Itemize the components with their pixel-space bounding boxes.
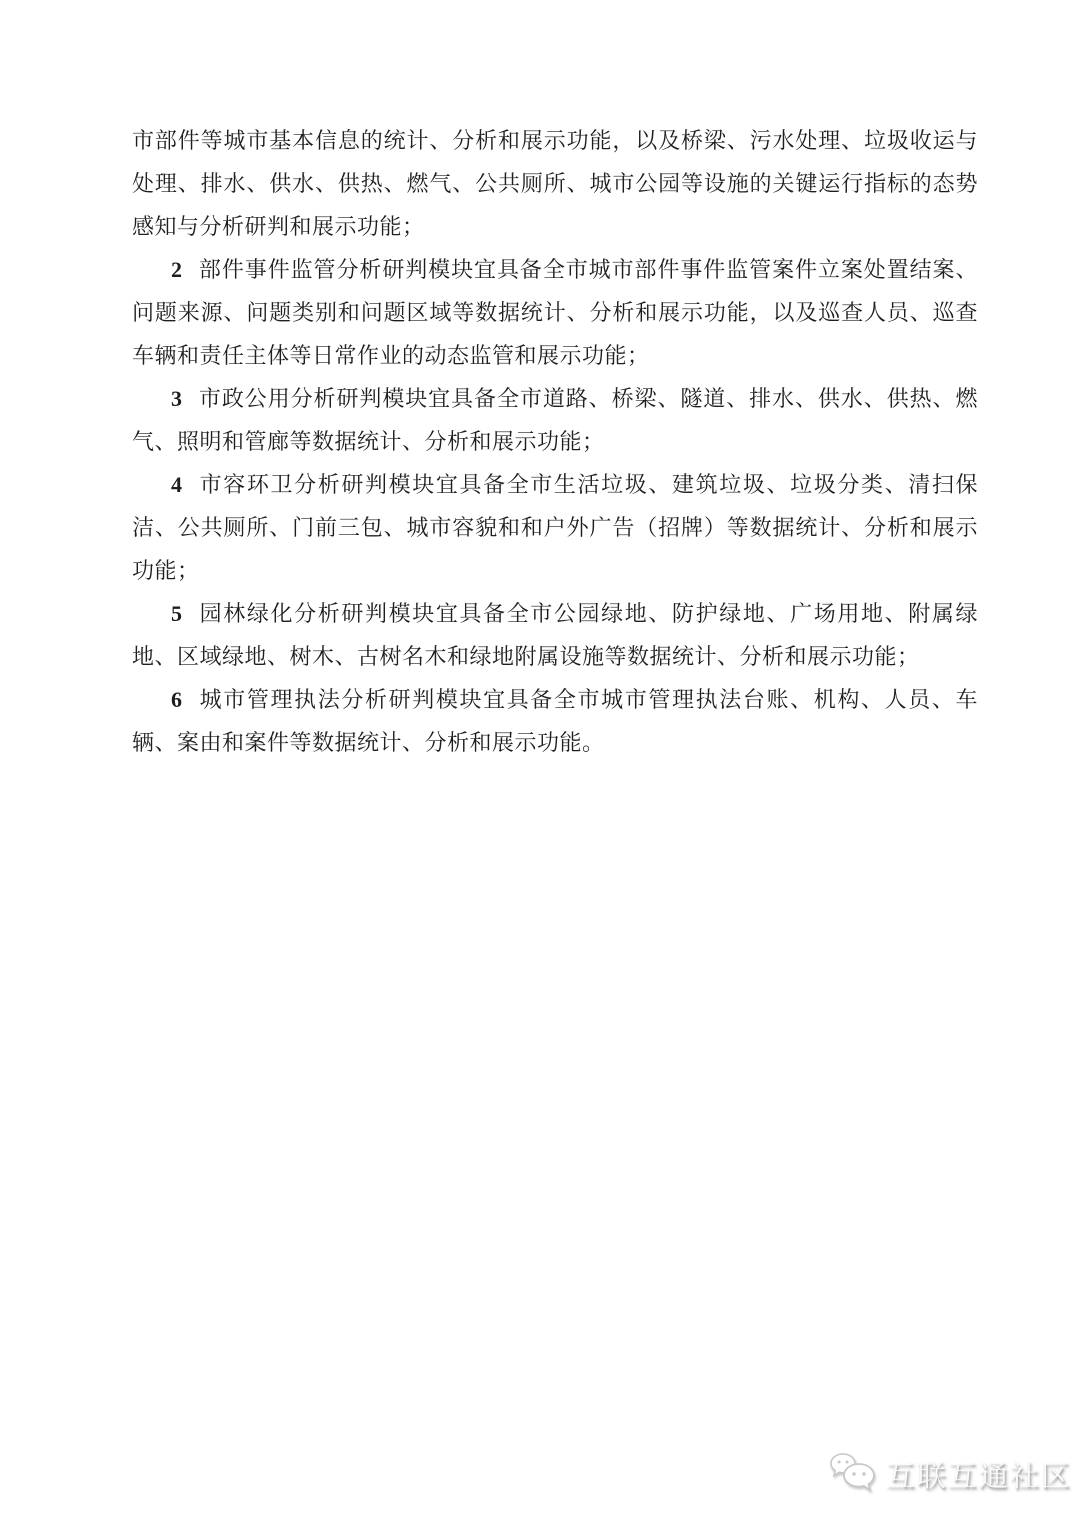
paragraph-text: 市政公用分析研判模块宜具备全市道路、桥梁、隧道、排水、供水、供热、燃气、照明和管廊等数据统计、分析和展示功能； [132, 386, 978, 454]
paragraph-number: 6 [171, 687, 183, 712]
paragraph-text: 市容环卫分析研判模块宜具备全市生活垃圾、建筑垃圾、垃圾分类、清扫保洁、公共厕所、门前三包、城市容貌和和户外广告（招牌）等数据统计、分析和展示功能； [132, 472, 978, 583]
paragraph-text: 城市管理执法分析研判模块宜具备全市城市管理执法台账、机构、人员、车辆、案由和案件等数据统计、分析和展示功能。 [132, 687, 978, 755]
paragraph-text: 部件事件监管分析研判模块宜具备全市城市部件事件监管案件立案处置结案、问题来源、问题类别和问题区域等数据统计、分析和展示功能，以及巡查人员、巡查车辆和责任主体等日常作业的动态监管和展示功能； [132, 257, 978, 368]
paragraph [132, 377, 978, 463]
paragraph-number: 2 [171, 257, 183, 282]
paragraph-number: 5 [171, 601, 183, 626]
wechat-icon [828, 1451, 878, 1497]
watermark-label: 互联互通社区 [886, 1460, 1073, 1493]
document-body [132, 119, 978, 764]
paragraph [132, 592, 978, 678]
watermark [828, 1450, 1072, 1498]
paragraph [132, 463, 978, 592]
paragraph-number: 4 [171, 472, 183, 497]
paragraph-number: 3 [171, 386, 183, 411]
paragraph [132, 248, 978, 377]
paragraph [132, 678, 978, 764]
paragraph [132, 119, 978, 248]
paragraph-text: 市部件等城市基本信息的统计、分析和展示功能，以及桥梁、污水处理、垃圾收运与处理、排水、供水、供热、燃气、公共厕所、城市公园等设施的关键运行指标的态势感知与分析研判和展示功能； [132, 128, 978, 239]
paragraph-text: 园林绿化分析研判模块宜具备全市公园绿地、防护绿地、广场用地、附属绿地、区域绿地、树木、古树名木和绿地附属设施等数据统计、分析和展示功能； [132, 601, 978, 669]
